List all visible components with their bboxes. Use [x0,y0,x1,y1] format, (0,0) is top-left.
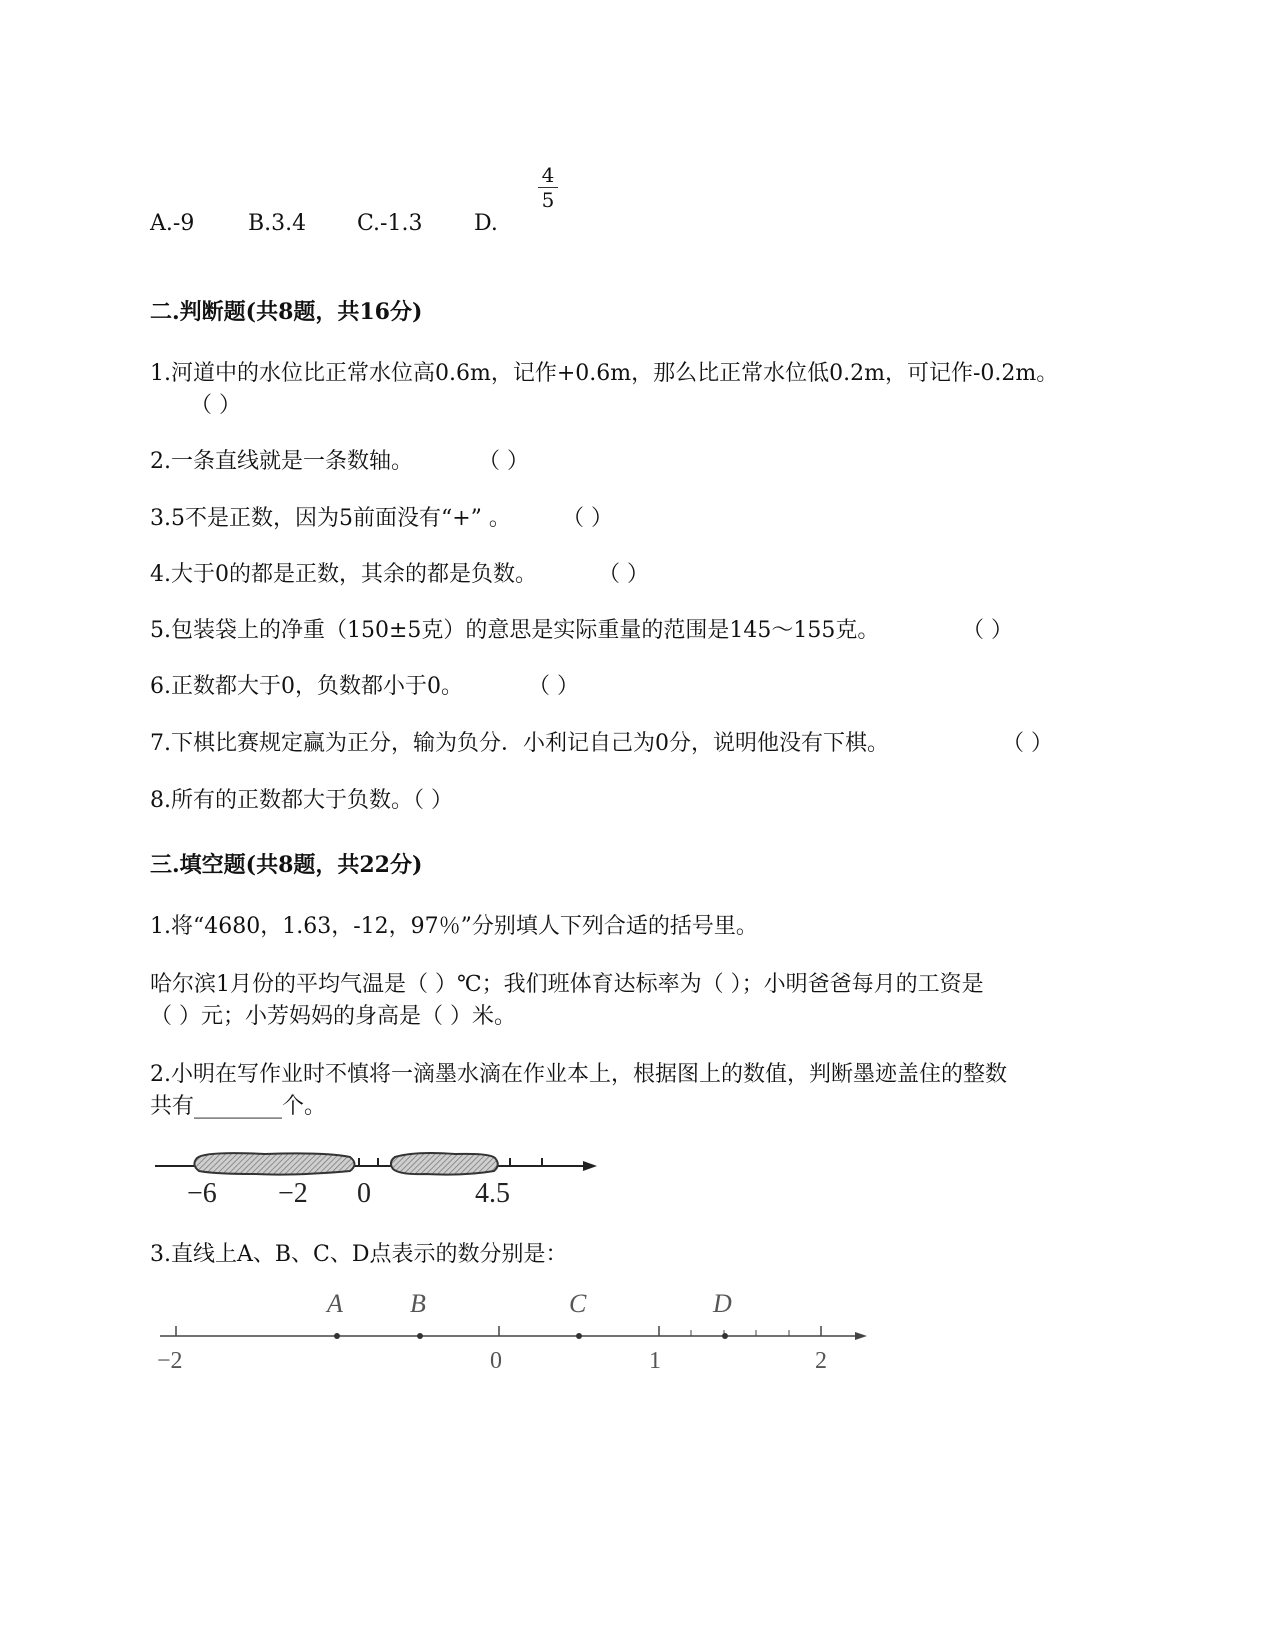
option-a: A.-9 [150,211,195,236]
s3-q1: 1.将“4680，1.63，-12，97％”分别填人下列合适的括号里。 [150,914,758,939]
s2-q5-paren: （ ） [962,618,1013,643]
section3-heading: 三.填空题(共8题，共22分) [150,852,423,878]
s2-q5: 5.包装袋上的净重（150±5克）的意思是实际重量的范围是145～155克。 [150,618,880,643]
s2-q1-line1: 1.河道中的水位比正常水位高0.6m，记作+0.6m，那么比正常水位低0.2m，可记作-0.2m。 [150,361,1059,386]
arrow-head [855,1332,867,1340]
s2-q2: 2.一条直线就是一条数轴。 [150,449,413,474]
s3-q2-line1: 2.小明在写作业时不慎将一滴墨水滴在作业本上，根据图上的数值，判断墨迹盖住的整数 [150,1062,1007,1087]
s2-q4: 4.大于0的都是正数，其余的都是负数。 [150,562,537,587]
s2-q6: 6.正数都大于0，负数都小于0。 [150,674,463,699]
fraction-denominator: 5 [541,188,555,212]
s3-q1-text-line2: （ ）元；小芳妈妈的身高是（ ）米。 [150,1004,516,1029]
ink-blot-right [391,1153,498,1175]
ink-number-line-figure [145,1138,605,1208]
point-b [417,1333,423,1339]
s3-q3: 3.直线上A、B、C、D点表示的数分别是： [150,1242,568,1267]
option-b: B.3.4 [248,211,307,236]
s2-q7: 7.下棋比赛规定赢为正分，输为负分．小利记自己为0分，说明他没有下棋。 [150,731,889,756]
point-a [334,1333,340,1339]
s2-q2-paren: （ ） [478,449,529,474]
fraction-numerator: 4 [541,163,555,187]
s2-q3: 3.5不是正数，因为5前面没有“+” 。 [150,506,511,531]
tick-label-neg2: −2 [157,1348,183,1374]
s2-q3-paren: （ ） [562,506,613,531]
label-neg6: −6 [187,1178,217,1208]
point-c [576,1333,582,1339]
section2-heading: 二.判断题(共8题，共16分) [150,299,423,325]
option-c: C.-1.3 [357,211,423,236]
s2-q1-paren: （ ） [190,393,241,418]
points-number-line-figure [155,1290,875,1390]
point-label-d: D [713,1290,732,1318]
s2-q7-paren: （ ） [1002,731,1053,756]
option-d: D. [474,211,498,236]
label-4-5: 4.5 [475,1178,510,1208]
ink-blot-left [194,1153,354,1174]
s2-q4-paren: （ ） [598,562,649,587]
s2-q8: 8.所有的正数都大于负数。（ ） [150,788,453,813]
point-label-b: B [410,1290,426,1318]
s2-q6-paren: （ ） [528,674,579,699]
point-label-a: A [327,1290,343,1318]
s3-q2-line2: 共有________个。 [150,1094,327,1119]
point-d [722,1333,728,1339]
s3-q1-text-line1: 哈尔滨1月份的平均气温是（ ）℃；我们班体育达标率为（ ）；小明爸爸每月的工资是 [150,972,984,997]
arrow-head [583,1161,597,1171]
option-d-fraction [536,164,560,211]
label-neg2: −2 [278,1178,308,1208]
point-label-c: C [569,1290,587,1318]
tick-label-1: 1 [649,1348,661,1374]
tick-label-0: 0 [490,1348,502,1374]
tick-label-2: 2 [815,1348,827,1374]
label-0: 0 [357,1178,371,1208]
